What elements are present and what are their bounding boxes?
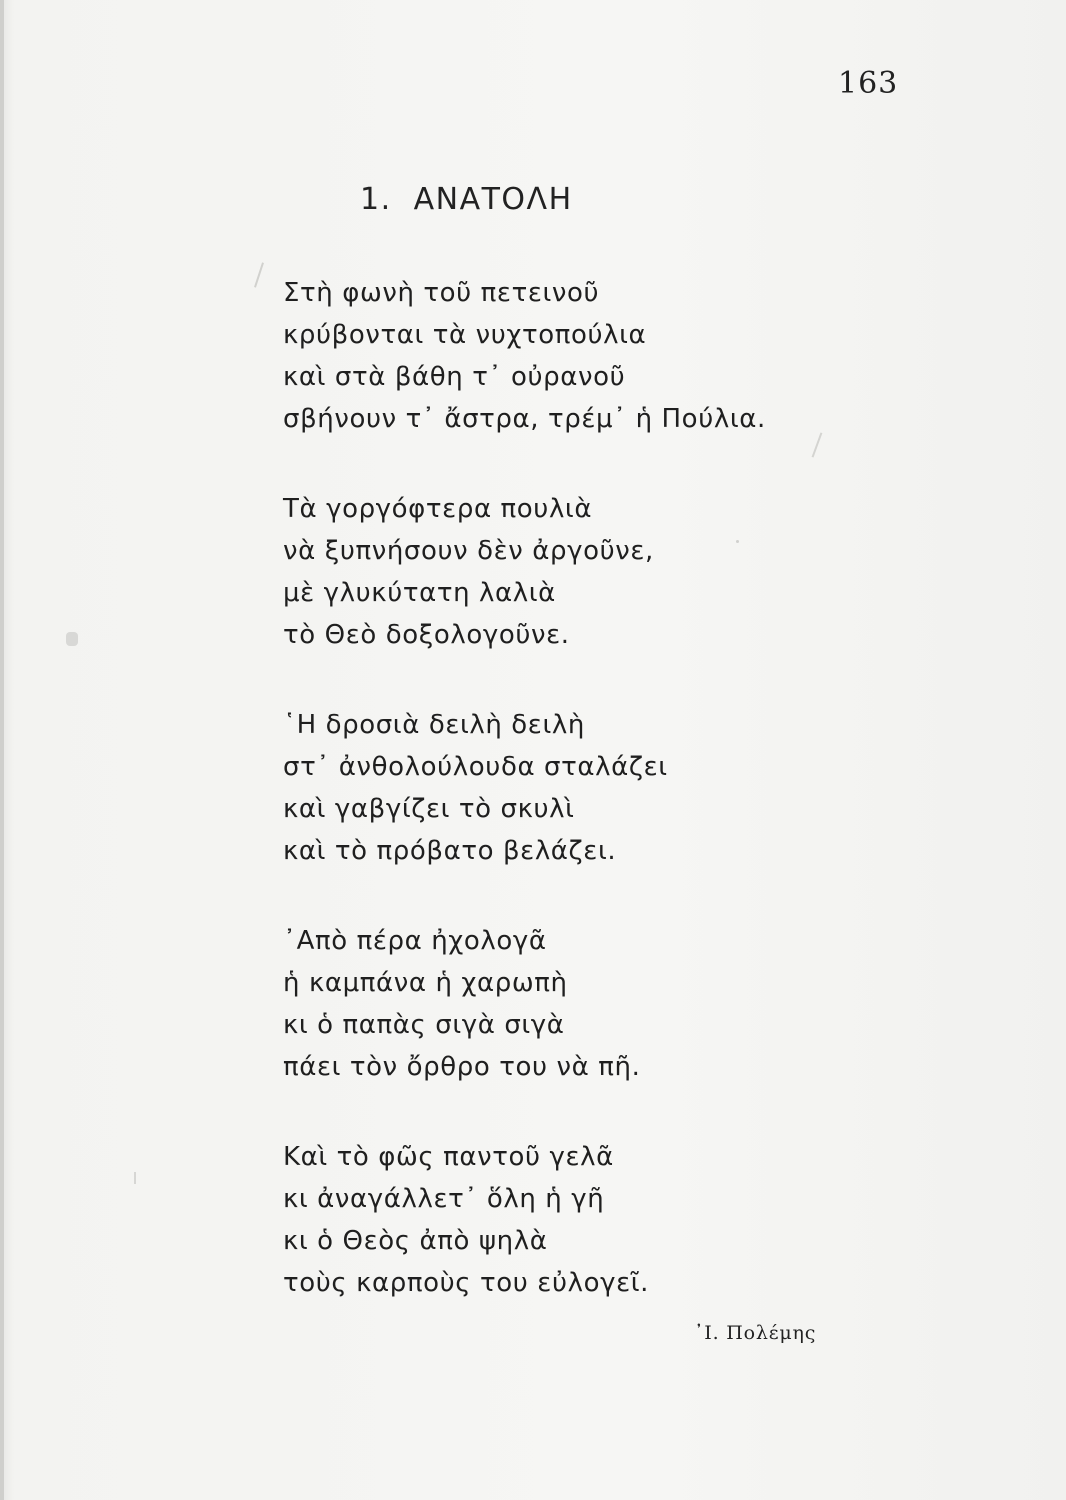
- speck-mark: [134, 1172, 136, 1184]
- stanza-1: [283, 272, 923, 440]
- page-binding-edge: [0, 0, 4, 1500]
- pencil-mark: [254, 262, 264, 287]
- poem-line: κι ὁ παπὰς σιγὰ σιγὰ: [283, 1010, 565, 1040]
- poem-line: καὶ στὰ βάθη τ᾿ οὐρανοῦ: [283, 362, 626, 392]
- author-signature: ᾿Ι. Πολέμης: [694, 1322, 817, 1344]
- speck-mark: [66, 632, 78, 646]
- stanza-5: [283, 1136, 923, 1304]
- poem-body: [283, 272, 923, 1352]
- poem-line: τοὺς καρποὺς του εὐλογεῖ.: [283, 1268, 649, 1298]
- poem-line: μὲ γλυκύτατη λαλιὰ: [283, 578, 556, 608]
- poem-title-text: ΑΝΑΤΟΛΗ: [413, 182, 573, 217]
- poem-line: καὶ γαβγίζει τὸ σκυλὶ: [283, 794, 575, 824]
- poem-line: νὰ ξυπνήσουν δὲν ἀργοῦνε,: [283, 536, 654, 566]
- poem-line: τὸ Θεὸ δοξολογοῦνε.: [283, 620, 570, 650]
- poem-line: κι ὁ Θεὸς ἀπὸ ψηλὰ: [283, 1226, 548, 1256]
- poem-number: 1.: [360, 182, 392, 217]
- poem-line: ἡ καμπάνα ἡ χαρωπὴ: [283, 968, 568, 998]
- poem-line: καὶ τὸ πρόβατο βελάζει.: [283, 836, 617, 866]
- poem-line: πάει τὸν ὄρθρο του νὰ πῆ.: [283, 1052, 641, 1082]
- poem-line: ᾿Απὸ πέρα ἠχολογᾶ: [283, 926, 547, 956]
- poem-line: Τὰ γοργόφτερα πουλιὰ: [283, 494, 593, 524]
- poem-line: ῾Η δροσιὰ δειλὴ δειλὴ: [283, 710, 585, 740]
- stanza-3: [283, 704, 923, 872]
- stanza-4: [283, 920, 923, 1088]
- poem-line: στ᾿ ἀνθολούλουδα σταλάζει: [283, 752, 668, 782]
- poem-line: κρύβονται τὰ νυχτοπούλια: [283, 320, 647, 350]
- speck-mark: [736, 540, 739, 543]
- page-number: 163: [838, 66, 899, 101]
- poem-line: Στὴ φωνὴ τοῦ πετεινοῦ: [283, 278, 600, 308]
- stanza-2: [283, 488, 923, 656]
- poem-line: σβήνουν τ᾿ ἄστρα, τρέμ᾿ ἡ Πούλια.: [283, 404, 766, 434]
- poem-line: κι ἀναγάλλετ᾿ ὅλη ἡ γῆ: [283, 1184, 605, 1214]
- poem-title: [360, 182, 573, 217]
- poem-line: Καὶ τὸ φῶς παντοῦ γελᾶ: [283, 1142, 614, 1172]
